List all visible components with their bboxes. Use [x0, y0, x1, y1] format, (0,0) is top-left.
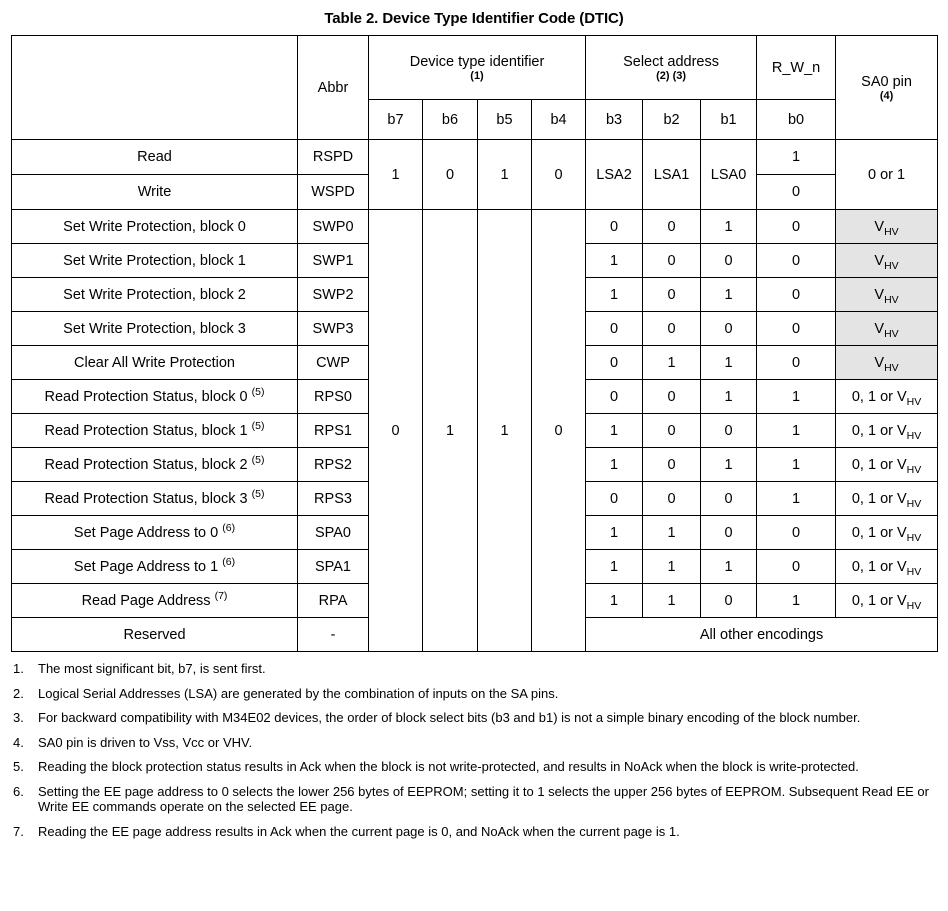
cell-select-b3: 1 — [586, 244, 643, 278]
row-description: Read Protection Status, block 2 $^{(5)}$ — [12, 448, 298, 482]
cell-select-b1: 1 — [701, 448, 757, 482]
row-abbr: RPS2 — [298, 448, 369, 482]
footnote-number: 1. — [13, 661, 24, 676]
dtic-table — [11, 35, 938, 652]
cell-sa0-pin: 0, 1 or $V_{HV}$ — [836, 550, 938, 584]
cell-select-lsa0: LSA0 — [701, 140, 757, 210]
footnote-list — [13, 661, 933, 839]
cell-r-w-n-b0: 0 — [757, 244, 836, 278]
footnote-text: Logical Serial Addresses (LSA) are generated by the combination of inputs on the SA pins. — [38, 685, 559, 701]
cell-sa0-pin: 0, 1 or $V_{HV}$ — [836, 584, 938, 618]
cell-select-b1: 0 — [701, 244, 757, 278]
cell-r-w-n-b0: 1 — [757, 414, 836, 448]
footnote-number: 7. — [13, 823, 24, 839]
row-abbr: SWP0 — [298, 210, 369, 244]
cell-dti-b6: 1 — [423, 210, 478, 652]
cell-sa0-pin: 0, 1 or $V_{HV}$ — [836, 482, 938, 516]
row-description: Set Page Address to 1 $^{(6)}$ — [12, 550, 298, 584]
row-abbr: - — [298, 618, 369, 652]
cell-r-w-n-b0: 0 — [757, 346, 836, 380]
footnote-item — [13, 784, 933, 815]
footnote-text: Reading the EE page address results in Ack when the current page is 0, and NoAck when the current page is 1. — [38, 823, 680, 839]
row-abbr: SPA0 — [298, 516, 369, 550]
footnote-text: The most significant bit, b7, is sent first. — [38, 661, 266, 676]
cell-dti-b7: 1 — [369, 140, 423, 210]
cell-sa0-pin: $V_{HV}$ — [836, 312, 938, 346]
cell-select-b3: 1 — [586, 414, 643, 448]
dtic-table-body — [12, 36, 938, 652]
row-abbr: SWP2 — [298, 278, 369, 312]
cell-r-w-n-b0: 0 — [757, 550, 836, 584]
row-description: Read — [12, 140, 298, 175]
cell-select-b1: 1 — [701, 550, 757, 584]
cell-select-b3: 0 — [586, 482, 643, 516]
footnote-number: 5. — [13, 759, 24, 774]
cell-sa0-pin: 0, 1 or $V_{HV}$ — [836, 448, 938, 482]
cell-select-b3: 0 — [586, 312, 643, 346]
footnote-number: 6. — [13, 783, 24, 799]
row-description: Reserved — [12, 618, 298, 652]
footnote-number: 3. — [13, 710, 24, 725]
cell-r-w-n-b0: 0 — [757, 278, 836, 312]
footnote-item — [13, 661, 933, 677]
table-row — [12, 210, 938, 244]
cell-select-b1: 0 — [701, 516, 757, 550]
footnote-number: 2. — [13, 685, 24, 701]
row-description: Read Protection Status, block 1 $^{(5)}$ — [12, 414, 298, 448]
cell-sa0-pin: $V_{HV}$ — [836, 210, 938, 244]
cell-select-b3: 1 — [586, 278, 643, 312]
row-abbr: CWP — [298, 346, 369, 380]
row-abbr: RPS3 — [298, 482, 369, 516]
cell-r-w-n-split — [757, 140, 836, 210]
cell-select-b1: 1 — [701, 278, 757, 312]
cell-select-b3: 0 — [586, 346, 643, 380]
cell-all-other-encodings: All other encodings — [586, 618, 938, 652]
cell-r-w-n-b0: 1 — [757, 482, 836, 516]
cell-select-b2: 0 — [643, 244, 701, 278]
cell-r-w-n-b0: 0 — [757, 312, 836, 346]
row-abbr: SWP3 — [298, 312, 369, 346]
footnote-number: 4. — [13, 734, 24, 750]
header-device-type-identifier: Device type identifier (1) — [369, 36, 586, 100]
row-description: Read Page Address $^{(7)}$ — [12, 584, 298, 618]
cell-select-b3: 1 — [586, 584, 643, 618]
table-header-row-top — [12, 36, 938, 100]
cell-select-b1: 0 — [701, 482, 757, 516]
row-abbr: SWP1 — [298, 244, 369, 278]
footnote-text: Reading the block protection status results in Ack when the block is not write-protected, and results in NoAck when the block is write-protected. — [38, 759, 859, 774]
row-description: Write — [12, 175, 298, 210]
cell-select-b3: 0 — [586, 210, 643, 244]
header-bit-b7: b7 — [369, 100, 423, 140]
footnote-text: SA0 pin is driven to Vss, Vcc or VHV. — [38, 734, 253, 750]
row-description: Read Protection Status, block 0 $^{(5)}$ — [12, 380, 298, 414]
header-description-col — [12, 36, 298, 140]
footnote-item — [13, 759, 933, 775]
header-bit-b1: b1 — [701, 100, 757, 140]
cell-select-b1: 0 — [701, 414, 757, 448]
cell-sa0-pin: $V_{HV}$ — [836, 278, 938, 312]
cell-select-b1: 0 — [701, 584, 757, 618]
cell-select-b3: 1 — [586, 550, 643, 584]
row-abbr: RPS0 — [298, 380, 369, 414]
header-bit-b3: b3 — [586, 100, 643, 140]
cell-sa0-pin: $V_{HV}$ — [836, 244, 938, 278]
row-description: Set Write Protection, block 2 — [12, 278, 298, 312]
header-abbr: Abbr — [298, 36, 369, 140]
header-bit-b0: b0 — [757, 100, 836, 140]
footnote-item — [13, 824, 933, 840]
cell-r-w-n-b0: 0 — [757, 516, 836, 550]
cell-dti-b4: 0 — [532, 140, 586, 210]
row-description: Clear All Write Protection — [12, 346, 298, 380]
footnote-text: For backward compatibility with M34E02 devices, the order of block select bits (b3 and b1) is not a simple binary encoding of the block number. — [38, 710, 861, 725]
cell-dti-b6: 0 — [423, 140, 478, 210]
header-select-address: Select address (2) (3) — [586, 36, 757, 100]
cell-select-b1: 1 — [701, 380, 757, 414]
cell-select-lsa2: LSA2 — [586, 140, 643, 210]
cell-r-w-n-write: 0 — [792, 184, 801, 200]
header-r-w-n: R_W_n — [757, 36, 836, 100]
row-abbr: SPA1 — [298, 550, 369, 584]
table-row-read — [12, 140, 938, 175]
cell-select-b2: 1 — [643, 346, 701, 380]
row-description: Set Write Protection, block 0 — [12, 210, 298, 244]
header-bit-b4: b4 — [532, 100, 586, 140]
cell-r-w-n-b0: 1 — [757, 448, 836, 482]
header-bit-b5: b5 — [478, 100, 532, 140]
cell-select-b1: 1 — [701, 346, 757, 380]
cell-dti-b7: 0 — [369, 210, 423, 652]
footnote-item — [13, 686, 933, 702]
cell-dti-b5: 1 — [478, 140, 532, 210]
header-bit-b2: b2 — [643, 100, 701, 140]
row-abbr: RSPD — [298, 140, 369, 175]
cell-select-b2: 0 — [643, 482, 701, 516]
table-title: Table 2. Device Type Identifier Code (DTIC) — [324, 10, 624, 27]
cell-r-w-n-b0: 0 — [757, 210, 836, 244]
footnote-item — [13, 735, 933, 751]
cell-select-b3: 1 — [586, 516, 643, 550]
cell-r-w-n-b0: 1 — [757, 380, 836, 414]
cell-select-b2: 0 — [643, 210, 701, 244]
footnote-item — [13, 710, 933, 726]
cell-select-b1: 1 — [701, 210, 757, 244]
header-bit-b6: b6 — [423, 100, 478, 140]
row-description: Set Write Protection, block 3 — [12, 312, 298, 346]
cell-sa0-pin: $V_{HV}$ — [836, 346, 938, 380]
cell-r-w-n-read: 1 — [757, 140, 835, 175]
cell-dti-b5: 1 — [478, 210, 532, 652]
cell-select-b2: 0 — [643, 448, 701, 482]
cell-sa0-pin: 0, 1 or $V_{HV}$ — [836, 414, 938, 448]
cell-dti-b4: 0 — [532, 210, 586, 652]
row-abbr: RPA — [298, 584, 369, 618]
cell-select-b3: 1 — [586, 448, 643, 482]
cell-sa0-pin: 0, 1 or $V_{HV}$ — [836, 516, 938, 550]
cell-select-b2: 0 — [643, 278, 701, 312]
cell-select-b2: 1 — [643, 584, 701, 618]
cell-select-lsa1: LSA1 — [643, 140, 701, 210]
cell-select-b2: 1 — [643, 550, 701, 584]
cell-select-b2: 0 — [643, 414, 701, 448]
cell-select-b3: 0 — [586, 380, 643, 414]
row-description: Read Protection Status, block 3 $^{(5)}$ — [12, 482, 298, 516]
cell-select-b1: 0 — [701, 312, 757, 346]
cell-sa0-pin: 0 or 1 — [836, 140, 938, 210]
row-description: Set Page Address to 0 $^{(6)}$ — [12, 516, 298, 550]
cell-select-b2: 0 — [643, 312, 701, 346]
row-abbr: WSPD — [298, 175, 369, 210]
cell-select-b2: 0 — [643, 380, 701, 414]
header-sa0-pin: SA0 pin (4) — [836, 36, 938, 140]
cell-sa0-pin: 0, 1 or $V_{HV}$ — [836, 380, 938, 414]
cell-r-w-n-b0: 1 — [757, 584, 836, 618]
row-description: Set Write Protection, block 1 — [12, 244, 298, 278]
row-abbr: RPS1 — [298, 414, 369, 448]
cell-select-b2: 1 — [643, 516, 701, 550]
footnote-text: Setting the EE page address to 0 selects the lower 256 bytes of EEPROM; setting it to 1 selects the upper 256 bytes of EEPROM. Subsequent Read EE or Write EE commands operate on the selected EE page. — [38, 783, 929, 814]
